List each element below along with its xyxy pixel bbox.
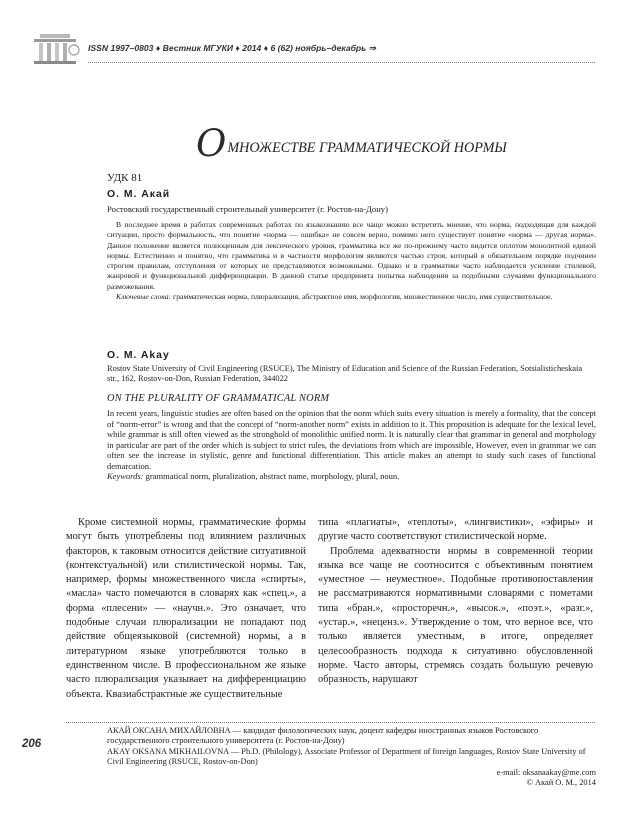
body-paragraph: Кроме системной нормы, грамматические формы могут быть употреблены под влиянием различных факторов, к таковым относится действие ситуативной (контекстуальной) или стилистической нормы. Так, например, формы множественного числа «спирты», «масла» часто помечаются в словарях как «спец.», а форма «плесени» — «научн.». Это означает, что подобные случаи плюрализации не попадают под действие общеязыковой (системной) нормы, а в литературном языке употребляются только в единственном числе. В профессиональном же языке часто плюрализация указывает на дифференциацию объекта. Квазиабстрактные же существительные bbox=[66, 517, 306, 700]
abstract-en bbox=[107, 408, 596, 482]
author-en: O. M. Akay bbox=[107, 350, 170, 361]
title-en: ON THE PLURALITY OF GRAMMATICAL NORM bbox=[107, 393, 330, 404]
footnote-ru: АКАЙ ОКСАНА МИХАЙЛОВНА — кандидат филологических наук, доцент кафедры иностранных языков Ростовского государственного строительного университета (г. Ростов-на-Дону) bbox=[107, 726, 539, 746]
title-initial: О bbox=[196, 122, 226, 165]
title-text: МНОЖЕСТВЕ ГРАММАТИЧЕСКОЙ НОРМЫ bbox=[227, 140, 507, 156]
footnote-en: AKAY OKSANA MIKHAILOVNA — Ph.D. (Philology), Associate Professor of Department of foreign languages, Rostov State University of Civil Engineering (RSUCE, Rostov-on-Don) bbox=[107, 746, 586, 767]
body-column-left bbox=[66, 516, 306, 702]
keywords-ru: грамматическая норма, плюрализация, абстрактное имя, морфология, множественное число, имя существительное. bbox=[173, 292, 553, 302]
keywords-en-label: Keywords: bbox=[107, 471, 144, 481]
copyright: © Акай О. М., 2014 bbox=[526, 778, 596, 788]
keywords-en: grammatical norm, pluralization, abstract name, morphology, plural, noun. bbox=[145, 471, 400, 481]
affiliation-ru: Ростовский государственный строительный университет (г. Ростов-на-Дону) bbox=[107, 204, 388, 214]
journal-logo-icon bbox=[30, 30, 80, 66]
udk-code: УДК 81 bbox=[107, 172, 143, 184]
body-column-right bbox=[318, 516, 593, 688]
abstract-ru bbox=[107, 220, 596, 302]
body-paragraph: Проблема адекватности нормы в современной теории языка все чаще не соотносится с объективным понятием «уместное — неуместное». Подобные противопоставления не рассматриваются нормативными словарями с пометами типа «бран.», «просторечн.», «высок.», «поэт.», «разг.», «устар.», «неценз.». Утверждение о том, что верное все, что только является уместным, в итоге, определяет целесообразность подхода к ситуативно обусловленной норме. Часто авторы, стремясь создать большую речевую образность, нарушают bbox=[318, 545, 593, 686]
keywords-ru-label: Ключевые слова: bbox=[116, 292, 172, 302]
abstract-ru-text: В последнее время в работах современных работах по языкознанию все чаще можно встретить мнение, что норма, подходящая для каждой ситуации, просто формальность, что понятие «норма — ошибка» не совсем верно, помимо него существует понятие «норма — другая норма». Данное положение является полноценным для лексического уровня, грамматика все же по-прежнему часто видится оплотом монолитной единой нормы. Естественно и понятно, что грамматика и в частности морфология являются частью строя, который в обязательном порядке подчинен строгим правилам, отступления от которых не представляются возможными. Однако и в грамматике часто наблюдается усиление стилевой, жанровой и функциональной дифференциации. В данной статье предпринята попытка наблюдения за подобными случаями функционального разможевания. bbox=[107, 220, 596, 291]
author-footnote bbox=[107, 726, 596, 788]
header-divider bbox=[88, 62, 595, 63]
author-email[interactable]: e-mail: oksanaakay@me.com bbox=[496, 767, 596, 777]
article-title bbox=[196, 122, 507, 165]
affiliation-en: Rostov State University of Civil Engineering (RSUCE), The Ministry of Education and Science of the Russian Federation, Sotsialisticheskaia str., 162, Rostov-on-Don, Russian Federation, 344022 bbox=[107, 364, 583, 384]
journal-header: ISSN 1997–0803 ♦ Вестник МГУКИ ♦ 2014 ♦ 6 (62) ноябрь–декабрь ⇒ bbox=[88, 43, 376, 53]
abstract-en-text: In recent years, linguistic studies are often based on the opinion that the norm which suits every situation is merely a formality, that the concept of “norm-error” is wrong and that the concept of “norm-another norm” exists in addition to it. This proposition is adequate for the lexical level, while grammar is still often viewed as the stronghold of monolithic unified norm. It is naturally clear that grammar in general and morphology in particular are part of the order which is subject to strict rules, the deviations from which are impossible, However, even in grammar we can often see the increase in stylistic, genre and functional differentiation. This article makes an attempt to study such cases of functional demarcation. bbox=[107, 408, 596, 471]
author-ru: О. М. Акай bbox=[107, 189, 171, 200]
footer-divider bbox=[66, 722, 595, 723]
body-paragraph: типа «плагиаты», «теплоты», «лингвистики», «эфиры» и другие часто соответствуют стилистической норме. bbox=[318, 517, 593, 543]
page-number: 206 bbox=[22, 738, 42, 750]
